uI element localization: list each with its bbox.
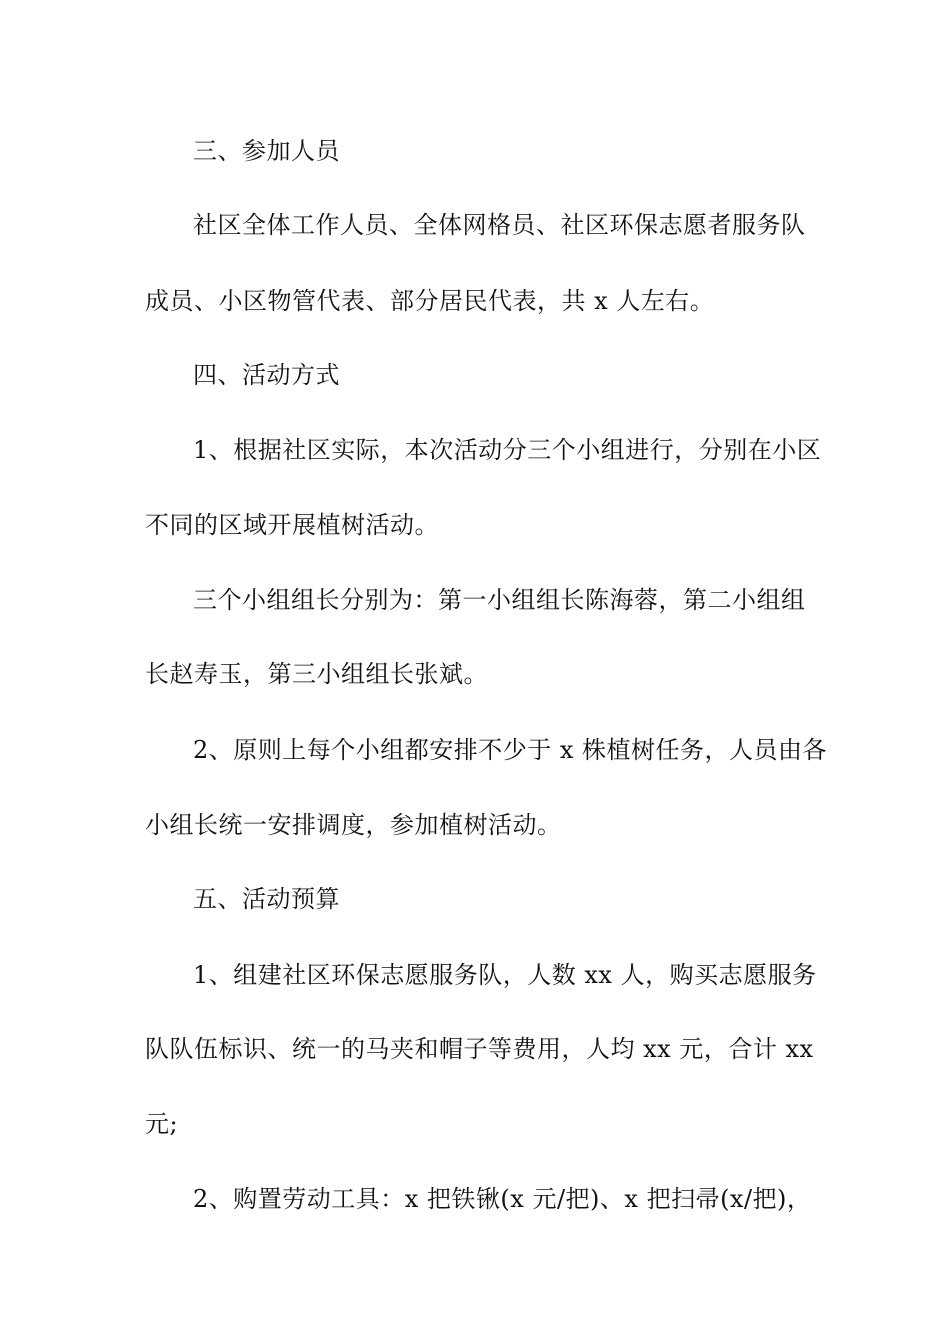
section-heading-activity-method: 四、活动方式 (193, 361, 340, 389)
paragraph-line: 三个小组组长分别为：第一小组组长陈海蓉，第二小组组 (193, 586, 806, 614)
section-heading-activity-budget: 五、活动预算 (193, 885, 340, 913)
paragraph-line: 2、原则上每个小组都安排不少于 x 株植树任务，人员由各 (193, 736, 828, 764)
paragraph-line: 队队伍标识、统一的马夹和帽子等费用，人均 xx 元，合计 xx (145, 1035, 814, 1063)
paragraph-line: 不同的区域开展植树活动。 (145, 511, 439, 539)
paragraph-line: 社区全体工作人员、全体网格员、社区环保志愿者服务队 (193, 211, 806, 239)
paragraph-line: 1、组建社区环保志愿服务队，人数 xx 人，购买志愿服务 (193, 961, 817, 989)
paragraph-line: 成员、小区物管代表、部分居民代表，共 x 人左右。 (145, 287, 715, 315)
paragraph-line: 元; (145, 1110, 179, 1138)
paragraph-line: 1、根据社区实际，本次活动分三个小组进行，分别在小区 (193, 436, 822, 464)
paragraph-line: 小组长统一安排调度，参加植树活动。 (145, 811, 562, 839)
paragraph-line: 长赵寿玉，第三小组组长张斌。 (145, 660, 488, 688)
section-heading-participants: 三、参加人员 (193, 137, 340, 165)
paragraph-line: 2、购置劳动工具：x 把铁锹(x 元/把)、x 把扫帚(x/把)， (193, 1185, 812, 1213)
